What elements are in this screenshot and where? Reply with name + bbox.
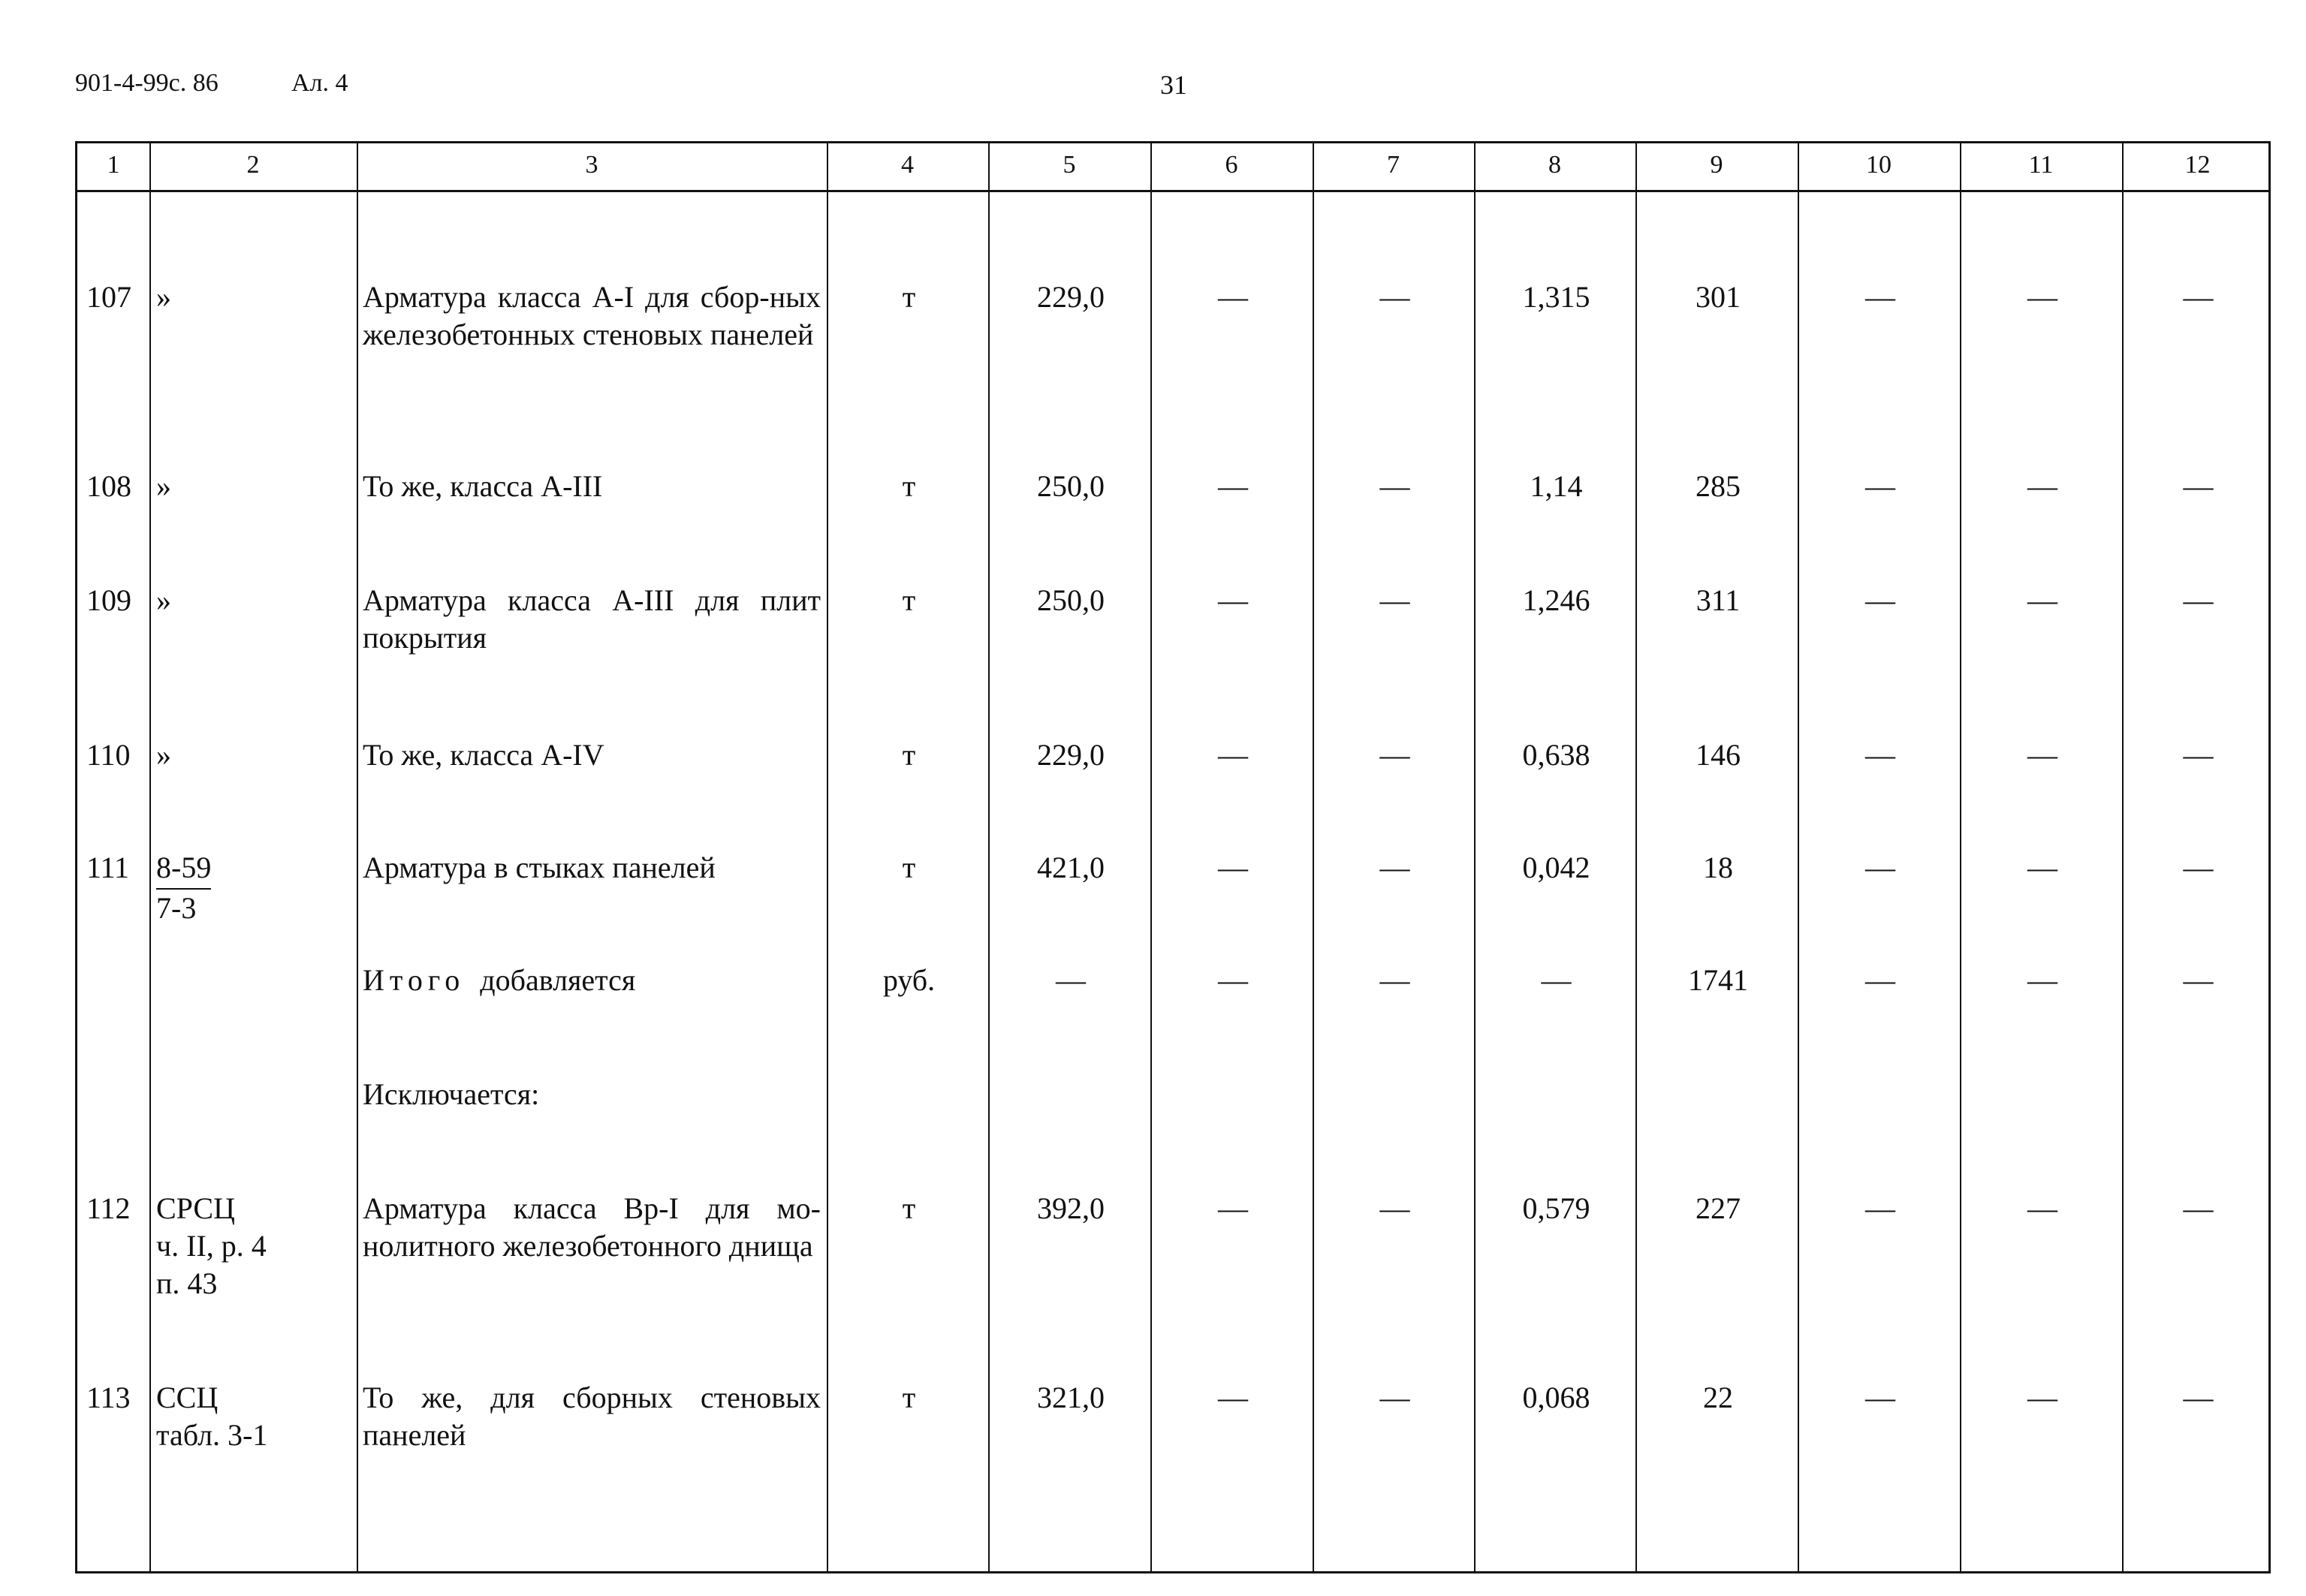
value-cell: — (2183, 1381, 2214, 1414)
row-description: Арматура в стыках панелей (363, 851, 716, 884)
value-cell: 301 (1696, 280, 1741, 314)
value-cell: 0,042 (1522, 851, 1590, 884)
value-cell: — (1379, 851, 1410, 884)
sheet-label: Ал. 4 (291, 69, 348, 97)
row-description: Арматура класса Вр-I для мо-нолитного железобетонного днища (363, 1191, 821, 1263)
value-cell: — (1056, 963, 1086, 997)
row-number: 108 (86, 469, 131, 503)
value-cell: — (1379, 1381, 1410, 1414)
value-cell: 250,0 (1037, 583, 1105, 617)
value-cell: — (2183, 280, 2214, 314)
value-cell: 1,246 (1522, 583, 1590, 617)
value-cell: — (1865, 280, 1895, 314)
reference-line: ССЦ (156, 1381, 219, 1414)
reference-line: табл. 3-1 (156, 1418, 268, 1452)
row-description: Арматура класса А-III для плит покрытия (363, 583, 821, 655)
row-number: 107 (86, 280, 131, 314)
value-cell: 229,0 (1037, 280, 1105, 314)
value-cell: — (1379, 280, 1410, 314)
value-cell: — (1218, 1191, 1248, 1225)
value-cell: — (2183, 851, 2214, 884)
value-cell: — (1218, 851, 1248, 884)
value-cell: 0,068 (1522, 1381, 1590, 1414)
row-number: 113 (86, 1381, 131, 1414)
value-cell: — (2183, 583, 2214, 617)
value-cell: — (1865, 738, 1895, 772)
value-cell: — (1218, 738, 1248, 772)
value-cell: — (1379, 583, 1410, 617)
document-code: 901-4-99с. 86 (75, 69, 219, 97)
unit-cell: т (902, 738, 916, 772)
value-cell: 18 (1703, 851, 1733, 884)
row-reference: » (156, 583, 171, 617)
value-cell: — (2027, 583, 2057, 617)
value-cell: — (2183, 738, 2214, 772)
value-cell: — (1865, 1381, 1895, 1414)
unit-cell: руб. (882, 963, 936, 997)
value-cell: — (2027, 280, 2057, 314)
total-suffix: добавляется (480, 963, 636, 997)
excluded-heading: Исключается: (363, 1077, 540, 1111)
value-cell: — (2027, 851, 2057, 884)
column-divider (149, 143, 151, 1571)
reference-line: СРСЦ (156, 1191, 235, 1225)
value-cell: 146 (1696, 738, 1741, 772)
unit-cell: т (902, 1191, 916, 1225)
row-reference: » (156, 738, 171, 772)
column-header-5: 5 (1063, 151, 1076, 179)
value-cell: 1,14 (1530, 469, 1583, 503)
unit-cell: т (902, 1381, 916, 1414)
unit-cell: т (902, 280, 916, 314)
value-cell: 392,0 (1037, 1191, 1105, 1225)
value-cell: — (1865, 851, 1895, 884)
column-header-10: 10 (1866, 151, 1892, 179)
value-cell: — (1379, 1191, 1410, 1225)
column-divider (357, 143, 358, 1571)
page-number: 31 (1160, 70, 1187, 100)
column-header-2: 2 (246, 151, 260, 179)
value-cell: 0,638 (1522, 738, 1590, 772)
value-cell: — (2183, 963, 2214, 997)
value-cell: — (1541, 963, 1572, 997)
value-cell: 250,0 (1037, 469, 1105, 503)
unit-cell: т (902, 469, 916, 503)
value-cell: — (2027, 963, 2057, 997)
value-cell: 421,0 (1037, 851, 1105, 884)
row-number: 111 (86, 851, 130, 884)
value-cell: — (1865, 963, 1895, 997)
row-number: 112 (86, 1191, 131, 1225)
value-cell: — (2027, 469, 2057, 503)
column-header-8: 8 (1548, 151, 1561, 179)
value-cell: — (2183, 469, 2214, 503)
value-cell: — (1379, 738, 1410, 772)
row-number: 109 (86, 583, 131, 617)
value-cell: 229,0 (1037, 738, 1105, 772)
value-cell: — (1865, 1191, 1895, 1225)
column-header-12: 12 (2184, 151, 2211, 179)
value-cell: 22 (1703, 1381, 1733, 1414)
column-header-4: 4 (901, 151, 914, 179)
row-description: Арматура класса А-I для сбор-ных железобетонных стеновых панелей (363, 280, 821, 351)
value-cell: — (2027, 738, 2057, 772)
column-header-11: 11 (2028, 151, 2054, 179)
column-header-7: 7 (1387, 151, 1400, 179)
column-header-1: 1 (107, 151, 120, 179)
header-divider (77, 190, 2268, 192)
value-cell: — (1218, 1381, 1248, 1414)
total-word: Итого (363, 963, 466, 997)
row-reference-fraction (156, 849, 351, 927)
reference-line: п. 43 (156, 1266, 218, 1300)
row-reference: » (156, 469, 171, 503)
column-header-3: 3 (585, 151, 598, 179)
row-reference (156, 1190, 351, 1302)
value-cell: 321,0 (1037, 1381, 1105, 1414)
column-header-6: 6 (1225, 151, 1238, 179)
value-cell: — (1379, 963, 1410, 997)
value-cell: — (1218, 469, 1248, 503)
total-label (363, 962, 821, 999)
value-cell: — (2027, 1191, 2057, 1225)
value-cell: — (1379, 469, 1410, 503)
value-cell: — (2027, 1381, 2057, 1414)
row-description: То же, класса А-III (363, 469, 603, 503)
value-cell: 227 (1696, 1191, 1741, 1225)
value-cell: 1,315 (1522, 280, 1590, 314)
value-cell: — (2183, 1191, 2214, 1225)
row-reference: » (156, 280, 171, 314)
row-description: То же, класса А-IV (363, 738, 604, 772)
value-cell: — (1865, 469, 1895, 503)
value-cell: — (1865, 583, 1895, 617)
row-reference (156, 1379, 351, 1454)
row-description: То же, для сборных стеновых панелей (363, 1381, 821, 1452)
unit-cell: т (902, 851, 916, 884)
value-cell: 311 (1696, 583, 1741, 617)
value-cell: — (1218, 280, 1248, 314)
fraction-denominator: 7-3 (156, 891, 197, 925)
row-number: 110 (86, 738, 131, 772)
unit-cell: т (902, 583, 916, 617)
column-header-9: 9 (1710, 151, 1723, 179)
value-cell: — (1218, 583, 1248, 617)
value-cell: 285 (1696, 469, 1741, 503)
estimate-table (75, 141, 2271, 1573)
value-cell: 0,579 (1522, 1191, 1590, 1225)
fraction-numerator: 8-59 (156, 849, 211, 890)
total-value: 1741 (1688, 963, 1748, 997)
reference-line: ч. II, р. 4 (156, 1229, 267, 1263)
value-cell: — (1218, 963, 1248, 997)
